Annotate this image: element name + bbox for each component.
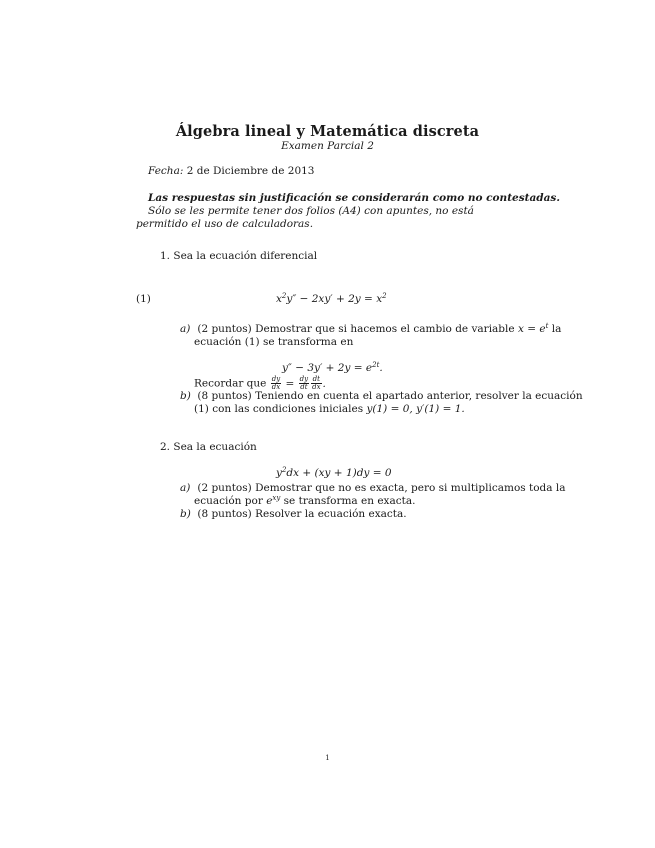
problem-2a-text2: ecuación por — [194, 495, 263, 507]
page-number: 1 — [325, 754, 330, 762]
hint-line — [194, 376, 326, 391]
exam-subtitle: Examen Parcial 2 — [281, 140, 374, 152]
date-label: Fecha: — [148, 165, 184, 177]
equation-2: $y^2dx + (xy + 1)dy = 0$ — [276, 466, 392, 479]
problem-1b-line1 — [180, 390, 583, 403]
date-line — [148, 165, 314, 178]
problem-1-text: Sea la ecuación diferencial — [173, 250, 318, 262]
problem-1b-label: b) — [180, 390, 191, 402]
initial-conditions: y(1) = 0, y′(1) = 1. — [366, 403, 465, 415]
problem-1b-line2 — [194, 403, 465, 416]
problem-1a-text1: (2 puntos) Demostrar que si hacemos el cambio de variable — [197, 323, 515, 335]
problem-2-number: 2. — [160, 441, 171, 453]
problem-2b-line — [180, 508, 407, 521]
transformed-equation: $y'' - 3y' + 2y = e^{2t}$. — [282, 361, 383, 374]
integrating-factor: $e^{xy}$ — [266, 494, 281, 507]
problem-2a-line2 — [194, 495, 415, 508]
equation-1-number: (1) — [136, 293, 151, 305]
problem-1a-text3: ecuación (1) se transforma en — [194, 336, 354, 348]
problem-2a-label: a) — [180, 482, 191, 494]
date-value: 2 de Diciembre de 2013 — [186, 165, 315, 177]
problem-1-statement — [160, 250, 317, 263]
problem-2a-text1: (2 puntos) Demostrar que no es exacta, pero si multiplicamos toda la — [197, 482, 566, 494]
problem-1-number: 1. — [160, 250, 171, 262]
problem-1b-text2: (1) con las condiciones iniciales — [194, 403, 364, 415]
problem-2a-text3: se transforma en exacta. — [283, 495, 416, 507]
problem-1a-label: a) — [180, 323, 191, 335]
problem-2a-line1 — [180, 482, 566, 495]
problem-1a-line1 — [180, 322, 562, 336]
problem-2-text: Sea la ecuación — [173, 441, 257, 453]
equation-1: $x^2y'' - 2xy' + 2y = x^2$ — [276, 292, 387, 305]
change-of-variable-eq: $x = e^t$ — [517, 322, 549, 335]
exam-title: Álgebra lineal y Matemática discreta — [175, 123, 480, 140]
instructions-italic: Sólo se les permite tener dos folios (A4) con apuntes, no está permitido el uso de calculadoras. — [136, 205, 474, 230]
hint-text: Recordar que — [194, 377, 267, 390]
problem-2b-text: (8 puntos) Resolver la ecuación exacta. — [197, 508, 407, 520]
problem-2-statement — [160, 441, 257, 454]
problem-1a-text2: la — [551, 323, 562, 335]
chain-rule-formula: $\frac{dy}{dx}$ = $\frac{dy}{dt}$ $\frac{dt}{dx}$ . — [271, 375, 326, 391]
problem-2b-label: b) — [180, 508, 191, 520]
instructions-bold: Las respuestas sin justificación se considerarán como no contestadas. — [148, 192, 561, 204]
problem-1b-text1: (8 puntos) Teniendo en cuenta el apartado anterior, resolver la ecuación — [197, 390, 583, 402]
